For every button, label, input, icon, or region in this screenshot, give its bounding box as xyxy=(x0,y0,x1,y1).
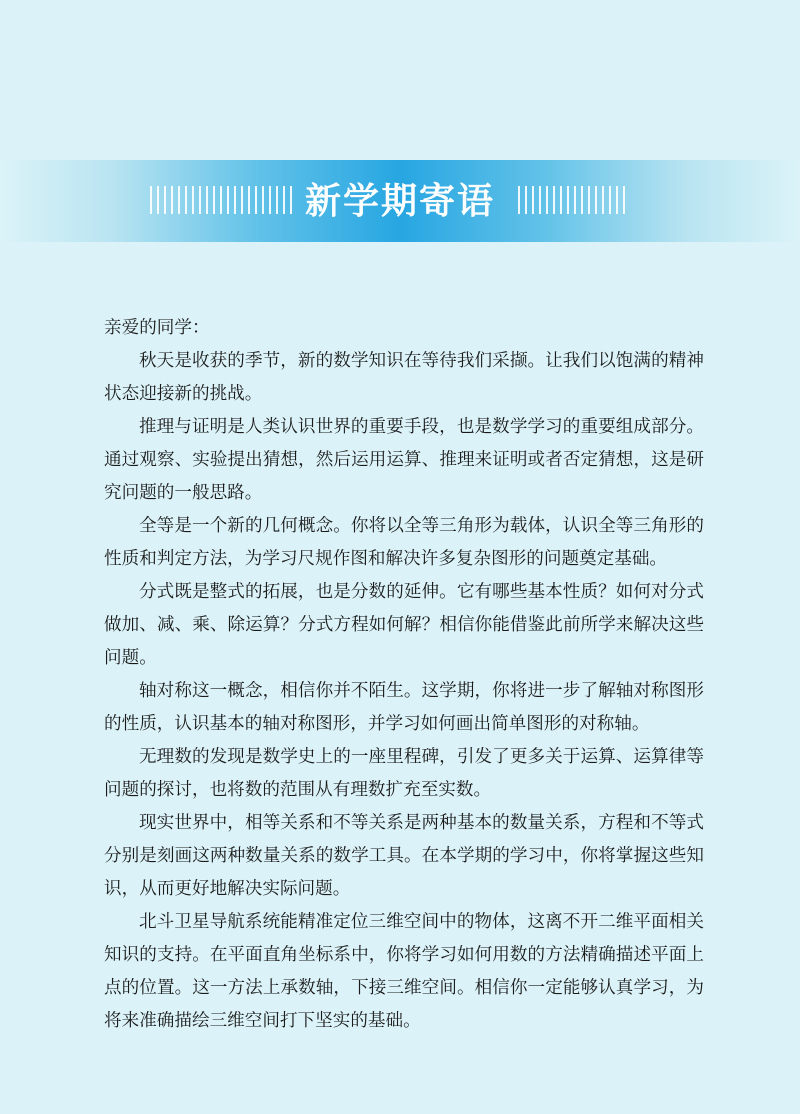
letter-paragraph: 全等是一个新的几何概念。你将以全等三角形为载体，认识全等三角形的性质和判定方法，为学习尺规作图和解决许多复杂图形的问题奠定基础。 xyxy=(104,516,704,569)
page-title: 新学期寄语 xyxy=(304,180,495,222)
letter-paragraph: 北斗卫星导航系统能精准定位三维空间中的物体，这离不开二维平面相关知识的支持。在平面直角坐标系中，你将学习如何用数的方法精确描述平面上点的位置。这一方法上承数轴，下接三维空间。相信你一定能够认真学习，为将来准确描绘三维空间打下坚实的基础。 xyxy=(104,912,704,1031)
title-banner xyxy=(0,160,800,242)
letter-paragraph: 推理与证明是人类认识世界的重要手段，也是数学学习的重要组成部分。通过观察、实验提出猜想，然后运用运算、推理来证明或者否定猜想，这是研究问题的一般思路。 xyxy=(104,417,704,503)
letter-paragraph: 无理数的发现是数学史上的一座里程碑，引发了更多关于运算、运算律等问题的探讨，也将数的范围从有理数扩充至实数。 xyxy=(104,747,704,800)
letter-body xyxy=(104,312,704,1038)
letter-greeting: 亲爱的同学： xyxy=(104,318,210,338)
letter-paragraph: 轴对称这一概念，相信你并不陌生。这学期，你将进一步了解轴对称图形的性质，认识基本的轴对称图形，并学习如何画出简单图形的对称轴。 xyxy=(104,681,704,734)
letter-paragraph: 现实世界中，相等关系和不等关系是两种基本的数量关系，方程和不等式分别是刻画这两种数量关系的数学工具。在本学期的学习中，你将掌握这些知识，从而更好地解决实际问题。 xyxy=(104,813,704,899)
letter-paragraph: 秋天是收获的季节，新的数学知识在等待我们采撷。让我们以饱满的精神状态迎接新的挑战。 xyxy=(104,351,704,404)
letter-paragraph: 分式既是整式的拓展，也是分数的延伸。它有哪些基本性质？如何对分式做加、减、乘、除运算？分式方程如何解？相信你能借鉴此前所学来解决这些问题。 xyxy=(104,582,704,668)
